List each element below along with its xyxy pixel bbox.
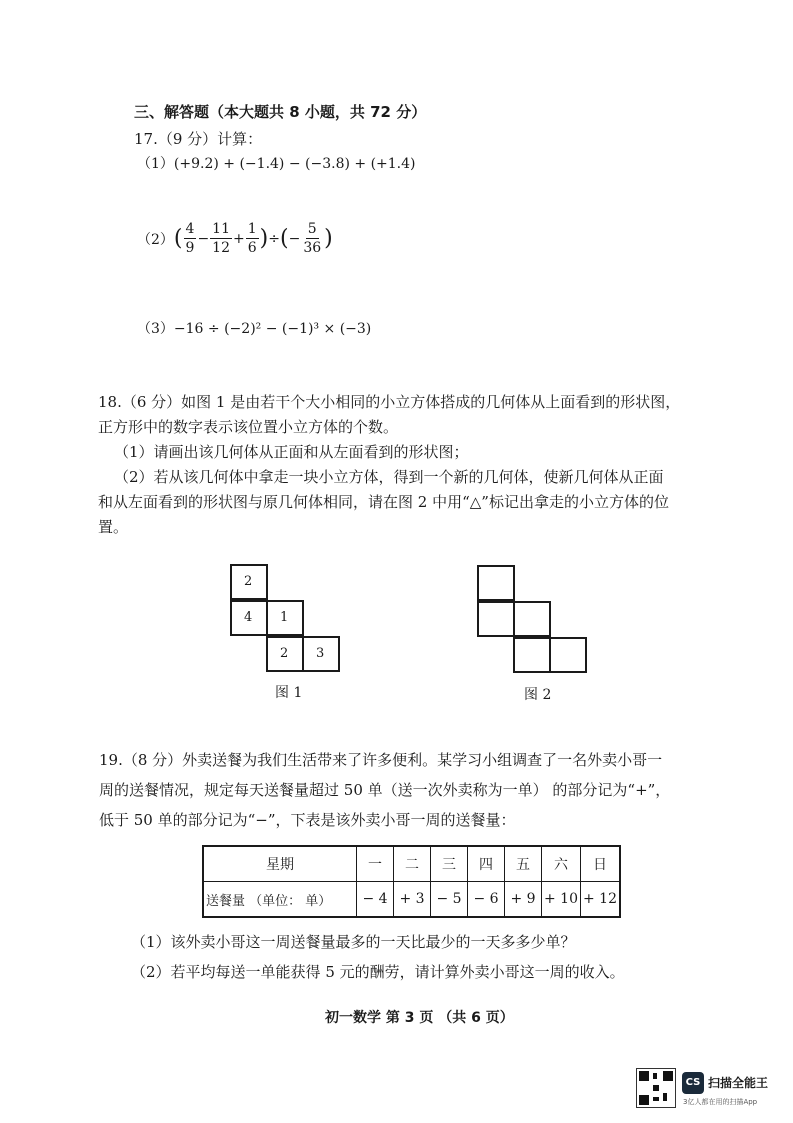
q18-line5: 和从左面看到的形状图与原几何体相同，请在图 2 中用“△”标记出拿走的小立方体的位 <box>98 493 669 511</box>
table-header-cell: 三 <box>431 846 468 882</box>
grid-cell: 2 <box>230 564 268 600</box>
section-heading: 三、解答题（本大题共 8 小题，共 72 分） <box>134 103 427 121</box>
table-cell: − 4 <box>357 882 394 918</box>
fraction-1-6: $\frac{1}{6}$ <box>247 221 257 256</box>
q17-part1-label: （1） <box>137 156 174 172</box>
q17-part1 <box>137 153 416 173</box>
page-footer: 初一数学 第 3 页 （共 6 页） <box>325 1010 514 1026</box>
q19-sub2: （2）若平均每送一单能获得 5 元的酬劳，请计算外卖小哥这一周的收入。 <box>131 963 625 981</box>
delivery-table <box>202 845 621 918</box>
q19-sub1: （1）该外卖小哥这一周送餐量最多的一天比最少的一天多多少单？ <box>131 933 576 951</box>
grid-cell: 4 <box>230 600 268 636</box>
table-header-cell: 四 <box>468 846 505 882</box>
table-header-row <box>203 846 620 882</box>
figure-2-label: 图 2 <box>524 687 552 703</box>
q18-line2: 正方形中的数字表示该位置小立方体的个数。 <box>98 418 399 436</box>
grid-cell <box>513 601 551 637</box>
table-cell: − 6 <box>468 882 505 918</box>
table-header-cell: 一 <box>357 846 394 882</box>
q17-part2-label: （2） <box>137 231 174 248</box>
figure-1-label: 图 1 <box>275 685 303 701</box>
q17-header: 17.（9 分）计算： <box>134 130 263 148</box>
grid-cell: 1 <box>266 600 304 636</box>
table-cell: + 9 <box>505 882 542 918</box>
table-header-cell: 六 <box>542 846 581 882</box>
watermark-brand: 扫描全能王 <box>708 1076 769 1090</box>
fraction-5-36: $\frac{5}{36}$ <box>303 221 322 256</box>
fraction-11-12: $\frac{11}{12}$ <box>212 221 230 256</box>
table-header-cell: 星期 <box>203 846 357 882</box>
q18-line3: （1）请画出该几何体从正面和从左面看到的形状图； <box>114 443 469 461</box>
table-row <box>203 882 620 918</box>
q17-part3 <box>137 318 371 338</box>
grid-cell <box>513 637 551 673</box>
table-cell: 送餐量 （单位： 单） <box>203 882 357 918</box>
qr-code-icon <box>636 1068 676 1108</box>
grid-cell <box>477 565 515 601</box>
grid-cell <box>477 601 515 637</box>
q18-line4: （2）若从该几何体中拿走一块小立方体，得到一个新的几何体，使新几何体从正面 <box>114 468 664 486</box>
fraction-4-9: $\frac{4}{9}$ <box>185 221 195 256</box>
table-header-cell: 二 <box>394 846 431 882</box>
q18-line1: 18.（6 分）如图 1 是由若干个大小相同的小立方体搭成的几何体从上面看到的形状图， <box>98 393 681 411</box>
grid-cell: 2 <box>266 636 304 672</box>
table-cell: + 10 <box>542 882 581 918</box>
q17-part3-expression: −16 ÷ (−2)² − (−1)³ × (−3) <box>173 321 372 337</box>
grid-cell: 3 <box>302 636 340 672</box>
table-cell: + 12 <box>581 882 621 918</box>
q19-line1: 19.（8 分）外卖送餐为我们生活带来了许多便利。某学习小组调查了一名外卖小哥一 <box>99 751 663 769</box>
q17-part1-expression: (+9.2) + (−1.4) − (−3.8) + (+1.4) <box>173 156 416 172</box>
camscanner-logo: CS <box>682 1072 704 1094</box>
table-header-cell: 五 <box>505 846 542 882</box>
q18-line6: 置。 <box>98 518 129 536</box>
table-cell: + 3 <box>394 882 431 918</box>
table-cell: − 5 <box>431 882 468 918</box>
q19-line3: 低于 50 单的部分记为“−”，下表是该外卖小哥一周的送餐量： <box>99 811 516 829</box>
watermark-tagline: 3亿人都在用的扫描App <box>683 1098 758 1106</box>
q19-line2: 周的送餐情况，规定每天送餐量超过 50 单（送一次外卖称为一单） 的部分记为“+”， <box>99 781 671 799</box>
q17-part2: （2） ( $\frac{4}{9}$ − $\frac{11}{12}$ + $\frac{1}{6}$ ) ÷ ( − $\frac{5}{36}$ ) <box>137 221 333 256</box>
table-header-cell: 日 <box>581 846 621 882</box>
grid-cell <box>549 637 587 673</box>
q17-part3-label: （3） <box>137 321 174 337</box>
